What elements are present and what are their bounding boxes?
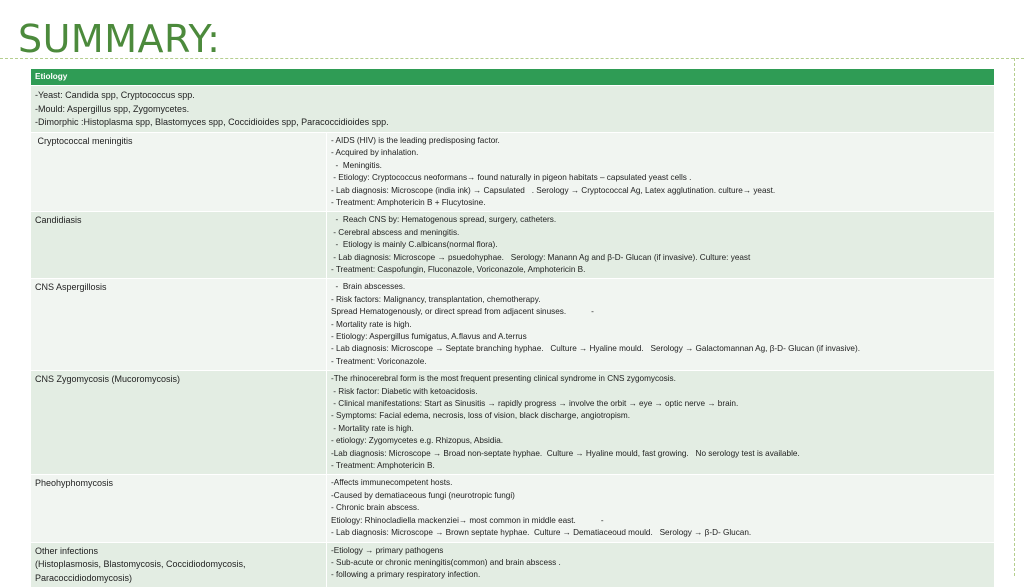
- table-row: [31, 132, 995, 211]
- table-row: [31, 542, 995, 588]
- detail-line: - Chronic brain abscess.: [331, 503, 420, 513]
- detail-line: - AIDS (HIV) is the leading predisposing factor.: [331, 135, 500, 145]
- detail-line: - Etiology: Aspergillus fumigatus, A.flavus and A.terrus: [331, 332, 527, 341]
- disease-details: [327, 212, 995, 279]
- detail-line: - Treatment: Amphotericin B.: [331, 461, 435, 471]
- detail-line: - Meningitis.: [331, 160, 382, 170]
- table-row: [31, 371, 995, 475]
- etiology-line: -Dimorphic :Histoplasma spp, Blastomyces spp, Coccidioides spp, Paracoccidioides spp.: [35, 117, 389, 128]
- detail-line: - Risk factor: Diabetic with ketoacidosis.: [331, 386, 478, 396]
- disease-name: CNS Aspergillosis: [31, 279, 327, 371]
- disease-name: CNS Zygomycosis (Mucoromycosis): [31, 371, 327, 475]
- table-header-row: [31, 69, 995, 86]
- detail-line: - Treatment: Caspofungin, Fluconazole, Voriconazole, Amphotericin B.: [331, 264, 586, 274]
- detail-line: - Treatment: Voriconazole.: [331, 356, 427, 366]
- disease-details: [327, 542, 995, 588]
- title-divider: [0, 58, 1024, 59]
- detail-line: - Acquired by inhalation.: [331, 148, 419, 158]
- summary-table: [30, 68, 995, 588]
- detail-line: - etiology: Zygomycetes e.g. Rhizopus, Absidia.: [331, 436, 504, 446]
- detail-line: -Lab diagnosis: Microscope → Broad non-septate hyphae. Culture → Hyaline mould, fast growing. No serology test is available.: [331, 448, 800, 458]
- detail-line: - Risk factors: Malignancy, transplantation, chemotherapy.: [331, 294, 541, 304]
- detail-line: - Lab diagnosis: Microscope (india ink) → Capsulated . Serology → Cryptococcal Ag, Latex agglutination. culture→ yeast.: [331, 185, 776, 195]
- disease-name: Pheohyphomycosis: [31, 475, 327, 542]
- disease-name-detail: (Histoplasmosis, Blastomycosis, Coccidiodomycosis,: [35, 559, 246, 569]
- disease-name: Candidiasis: [31, 212, 327, 279]
- etiology-cell: [31, 86, 995, 133]
- detail-line: - Cerebral abscess and meningitis.: [331, 227, 460, 237]
- detail-line: - Sub-acute or chronic meningitis(common) and brain abscess .: [331, 557, 561, 567]
- detail-line: - Mortality rate is high.: [331, 319, 412, 329]
- disease-details: [327, 132, 995, 211]
- page-title: SUMMARY:: [18, 17, 221, 61]
- detail-line: - Mortality rate is high.: [331, 423, 414, 433]
- etiology-header: Etiology: [31, 69, 995, 86]
- table-row: [31, 475, 995, 542]
- etiology-row: [31, 86, 995, 133]
- disease-name-detail: Paracoccidiodomycosis): [35, 572, 133, 583]
- detail-line: - Brain abscesses.: [331, 282, 406, 292]
- detail-line: - Lab diagnosis: Microscope → Brown septate hyphae. Culture → Dematiaceoud mould. Serology → β-D- Glucan.: [331, 528, 752, 538]
- detail-line: -Etiology → primary pathogens: [331, 545, 444, 555]
- disease-name-cell: [31, 542, 327, 588]
- detail-line: - Clinical manifestations: Start as Sinusitis → rapidly progress → involve the orbit → eye → optic nerve → brain.: [331, 399, 739, 409]
- disease-details: [327, 475, 995, 542]
- table-row: [31, 279, 995, 371]
- detail-line: -Affects immunecompetent hosts.: [331, 478, 453, 488]
- disease-name: Other infections: [35, 545, 99, 556]
- etiology-line: -Yeast: Candida spp, Cryptococcus spp.: [35, 90, 195, 101]
- etiology-line: -Mould: Aspergillus spp, Zygomycetes.: [35, 103, 190, 114]
- right-divider: [1014, 58, 1015, 576]
- disease-details: [327, 371, 995, 475]
- detail-line: - Etiology is mainly C.albicans(normal flora).: [331, 240, 498, 250]
- disease-name: Cryptococcal meningitis: [31, 132, 327, 211]
- detail-line: - Treatment: Amphotericin B + Flucytosine.: [331, 197, 486, 207]
- detail-line: - Etiology: Cryptococcus neoformans→ found naturally in pigeon habitats – capsulated yeast cells .: [331, 173, 692, 183]
- detail-line: Spread Hematogenously, or direct spread from adjacent sinuses. -: [331, 307, 594, 317]
- detail-line: -The rhinocerebral form is the most frequent presenting clinical syndrome in CNS zygomycosis.: [331, 374, 676, 384]
- disease-details: [327, 279, 995, 371]
- detail-line: Etiology: Rhinocladiella mackenziei→ most common in middle east. -: [331, 515, 604, 525]
- detail-line: - Lab diagnosis: Microscope → Septate branching hyphae. Culture → Hyaline mould. Serology → Galactomannan Ag, β-D- Glucan (if invasive).: [331, 344, 860, 354]
- detail-line: - Reach CNS by: Hematogenous spread, surgery, catheters.: [331, 215, 557, 225]
- detail-line: - Symptoms: Facial edema, necrosis, loss of vision, black discharge, angiotropism.: [331, 411, 630, 421]
- detail-line: - following a primary respiratory infection.: [331, 570, 481, 580]
- detail-line: -Caused by dematiaceous fungi (neurotropic fungi): [331, 490, 515, 500]
- detail-line: - Lab diagnosis: Microscope → psuedohyphae. Serology: Manann Ag and β-D- Glucan (if invasive). Culture: yeast: [331, 252, 751, 262]
- table-row: [31, 212, 995, 279]
